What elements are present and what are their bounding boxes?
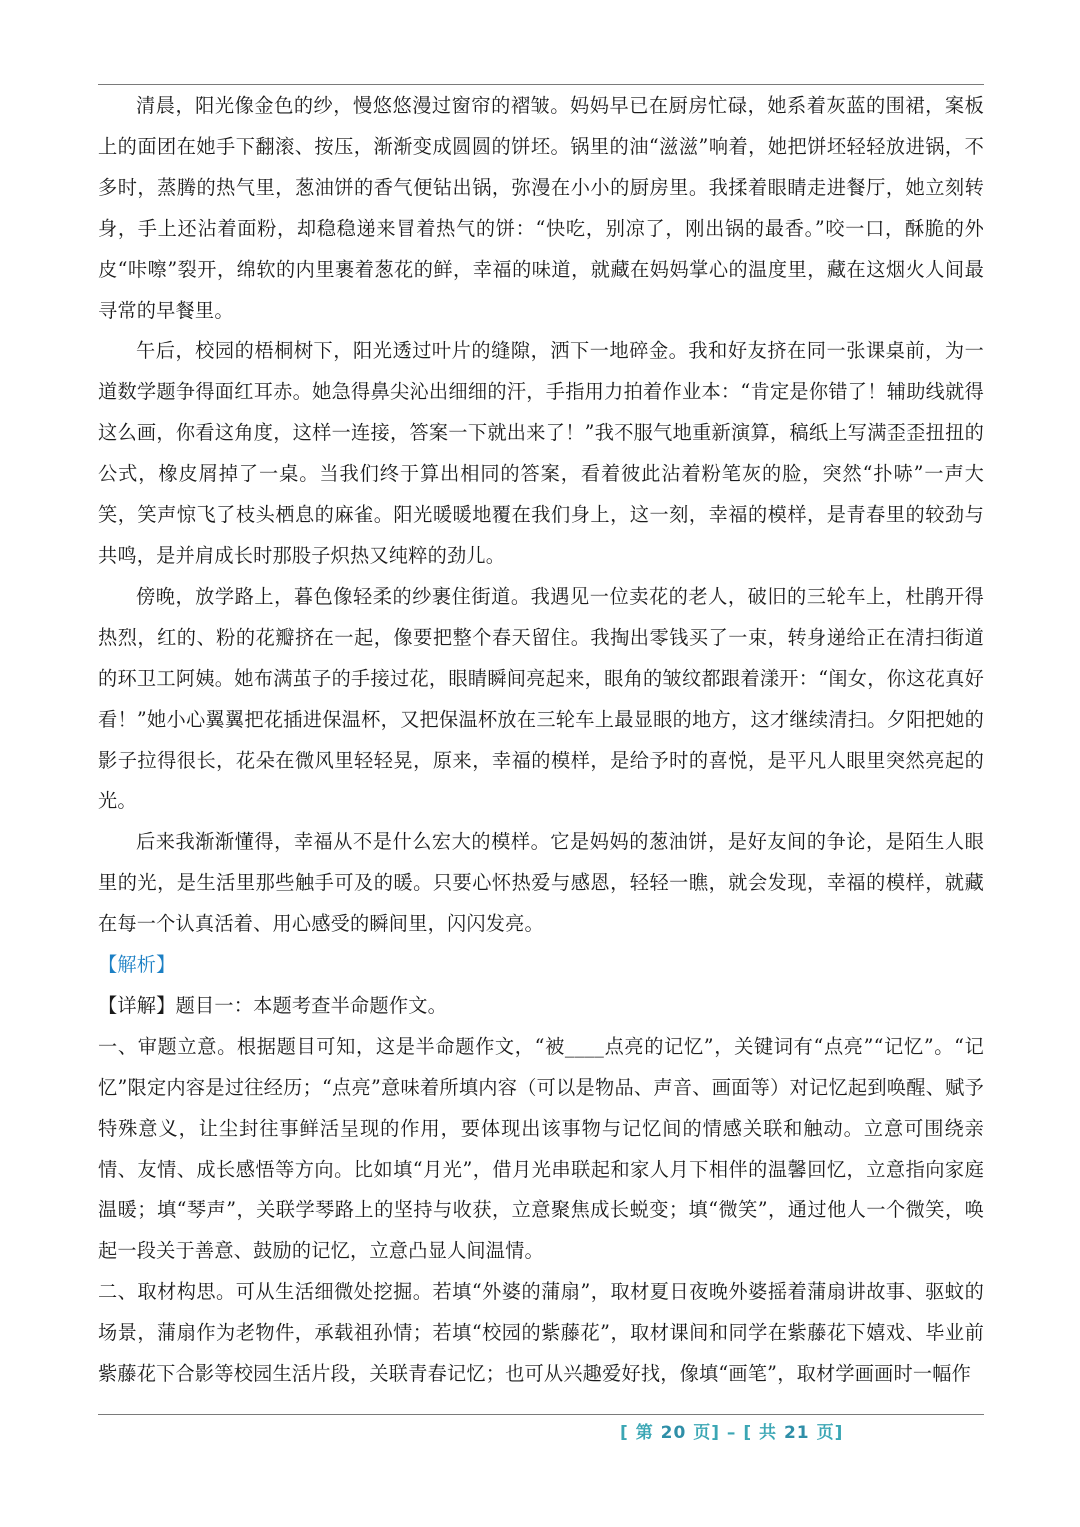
essay-paragraph-2: 午后，校园的梧桐树下，阳光透过叶片的缝隙，洒下一地碎金。我和好友挤在同一张课桌前，为一道数学题争得面红耳赤。她急得鼻尖沁出细细的汗，手指用力拍着作业本：“肯定是你错了！辅助线就得这么画，你看这角度，这样一连接，答案一下就出来了！”我不服气地重新演算，稿纸上写满歪歪扭扭的公式，橡皮屑掉了一桌。当我们终于算出相同的答案，看着彼此沾着粉笔灰的脸，突然“扑哧”一声大笑，笑声惊飞了枝头栖息的麻雀。阳光暖暖地覆在我们身上，这一刻，幸福的模样，是青春里的较劲与共鸣，是并肩成长时那股子炽热又纯粹的劲儿。 [98,339,984,567]
detail-tag: 【详解】 [98,993,176,1017]
analysis-section-2: 二、取材构思。可从生活细微处挖掘。若填“外婆的蒲扇”，取材夏日夜晚外婆摇着蒲扇讲故事、驱蚊的场景，蒲扇作为老物件，承载祖孙情；若填“校园的紫藤花”，取材课间和同学在紫藤花下嬉戏、毕业前紫藤花下合影等校园生活片段，关联青春记忆；也可从兴趣爱好找，像填“画笔”，取材学画画时一幅作 [98,1280,984,1386]
analysis-section-1: 一、审题立意。根据题目可知，这是半命题作文，“被____点亮的记忆”，关键词有“点亮”“记忆”。“记忆”限定内容是过往经历；“点亮”意味着所填内容（可以是物品、声音、画面等）对记忆起到唤醒、赋予特殊意义，让尘封往事鲜活呈现的作用，要体现出该事物与记忆间的情感关联和触动。立意可围绕亲情、友情、成长感悟等方向。比如填“月光”，借月光串联起和家人月下相伴的温馨回忆，立意指向家庭温暖；填“琴声”，关联学琴路上的坚持与收获，立意聚焦成长蜕变；填“微笑”，通过他人一个微笑，唤起一段关于善意、鼓励的记忆，立意凸显人间温情。 [98,1034,984,1263]
header-rule [98,84,984,85]
analysis-heading [98,945,984,986]
footer-dash: – [726,1423,737,1443]
analysis-tag: 【解析】 [98,953,176,977]
footer-bracket-close: ] [711,1423,720,1443]
page-body [98,86,984,1395]
footer-bracket-open: [ [620,1423,629,1443]
footer-bracket-close-2: ] [834,1423,844,1443]
page-footer [620,1418,843,1444]
footer-page-number: 20 [660,1423,687,1443]
footer-bracket-open-2: [ [743,1423,753,1443]
footer-page-label-post: 页 [693,1423,712,1443]
essay-paragraph-1: 清晨，阳光像金色的纱，慢悠悠漫过窗帘的褶皱。妈妈早已在厨房忙碌，她系着灰蓝的围裙，案板上的面团在她手下翻滚、按压，渐渐变成圆圆的饼坯。锅里的油“滋滋”响着，她把饼坯轻轻放进锅，不多时，蒸腾的热气里，葱油饼的香气便钻出锅，弥漫在小小的厨房里。我揉着眼睛走进餐厅，她立刻转身，手上还沾着面粉，却稳稳递来冒着热气的饼：“快吃，别凉了，刚出锅的最香。”咬一口，酥脆的外皮“咔嚓”裂开，绵软的内里裹着葱花的鲜，幸福的味道，就藏在妈妈掌心的温度里，藏在这烟火人间最寻常的早餐里。 [98,94,984,322]
essay-paragraph-4: 后来我渐渐懂得，幸福从不是什么宏大的模样。它是妈妈的葱油饼，是好友间的争论，是陌生人眼里的光，是生活里那些触手可及的暖。只要心怀热爱与感恩，轻轻一瞧，就会发现，幸福的模样，就藏在每一个认真活着、用心感受的瞬间里，闪闪发亮。 [98,830,984,936]
detail-text: 题目一：本题考查半命题作文。 [175,993,447,1017]
detail-line [98,986,984,1027]
footer-total-label-pre: 共 [759,1423,778,1443]
footer-page-label-pre: 第 [635,1423,654,1443]
footer-rule [98,1414,984,1415]
essay-paragraph-3: 傍晚，放学路上，暮色像轻柔的纱裹住街道。我遇见一位卖花的老人，破旧的三轮车上，杜鹃开得热烈，红的、粉的花瓣挤在一起，像要把整个春天留住。我掏出零钱买了一束，转身递给正在清扫街道的环卫工阿姨。她布满茧子的手接过花，眼睛瞬间亮起来，眼角的皱纹都跟着漾开：“闺女，你这花真好看！”她小心翼翼把花插进保温杯，又把保温杯放在三轮车上最显眼的地方，这才继续清扫。夕阳把她的影子拉得很长，花朵在微风里轻轻晃，原来，幸福的模样，是给予时的喜悦，是平凡人眼里突然亮起的光。 [98,584,984,813]
footer-total-label-post: 页 [816,1423,835,1443]
footer-total-number: 21 [783,1423,810,1443]
